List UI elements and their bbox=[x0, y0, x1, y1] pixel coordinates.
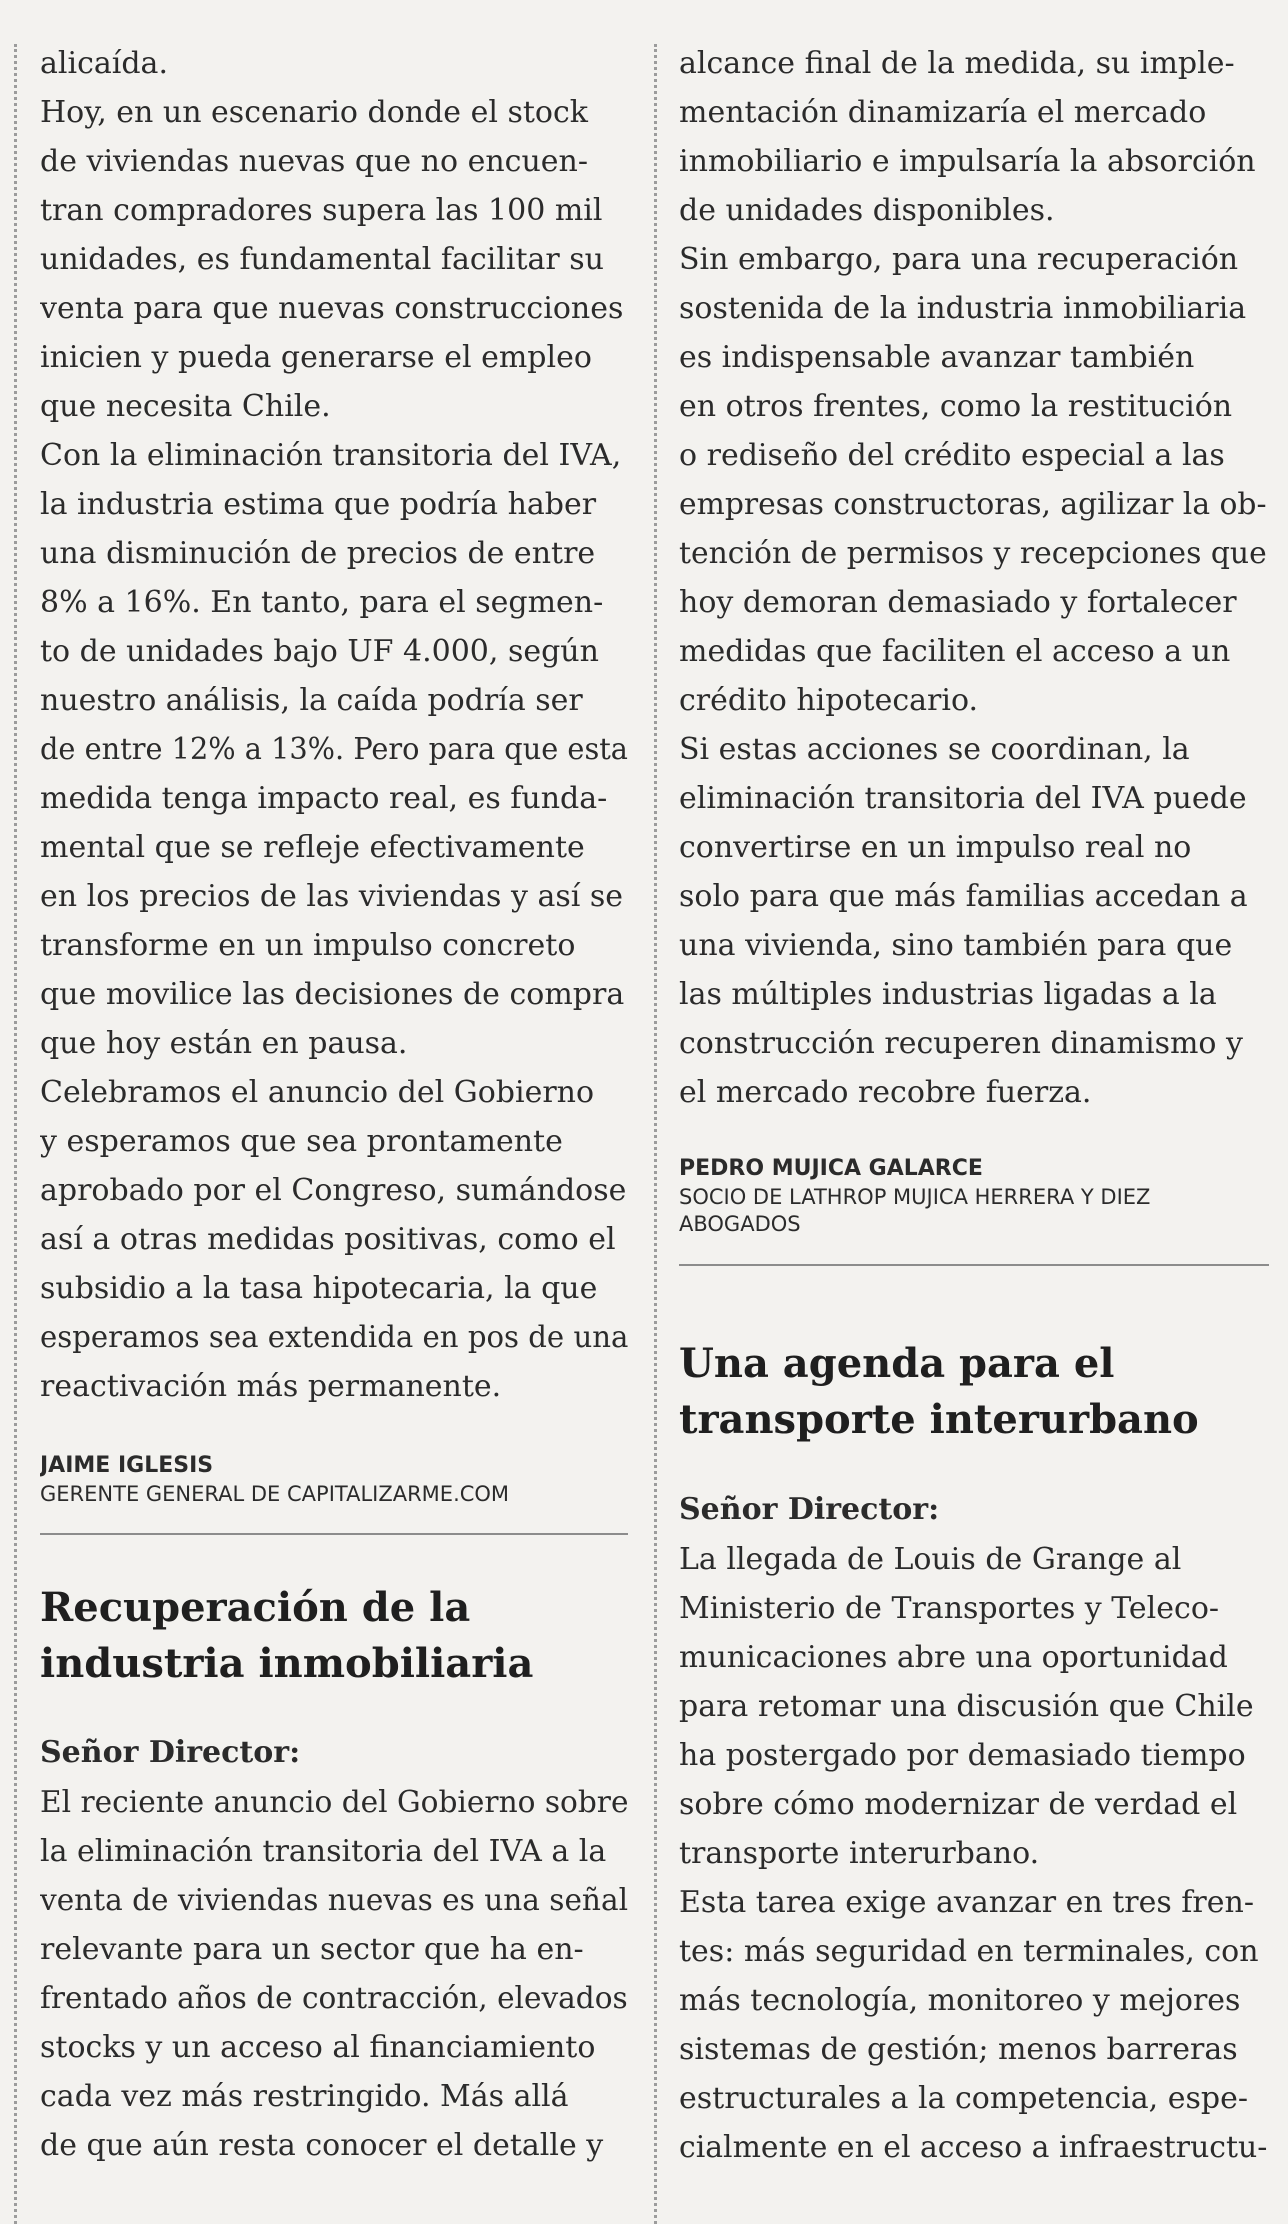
text-line: tención de permisos y recepciones que bbox=[679, 536, 1267, 571]
article-headline: transporte interurbano bbox=[679, 1396, 1199, 1443]
column-divider-left bbox=[14, 44, 17, 2224]
text-line: Con la eliminación transitoria del IVA, bbox=[40, 438, 622, 473]
text-line: la eliminación transitoria del IVA a la bbox=[40, 1834, 607, 1869]
text-line: o rediseño del crédito especial a las bbox=[679, 438, 1225, 473]
text-line: tran compradores supera las 100 mil bbox=[40, 193, 603, 228]
text-line: y esperamos que sea prontamente bbox=[40, 1124, 563, 1159]
signature-name: JAIME IGLESIS bbox=[40, 1453, 214, 1478]
text-line: una vivienda, sino también para que bbox=[679, 928, 1233, 963]
text-line: más tecnología, monitoreo y mejores bbox=[679, 1983, 1241, 2018]
text-line: es indispensable avanzar también bbox=[679, 340, 1195, 375]
text-line: venta para que nuevas construcciones bbox=[40, 291, 624, 326]
text-line: municaciones abre una oportunidad bbox=[679, 1640, 1228, 1675]
text-line: relevante para un sector que ha en- bbox=[40, 1932, 584, 1967]
text-line: sostenida de la industria inmobiliaria bbox=[679, 291, 1247, 326]
text-line: El reciente anuncio del Gobierno sobre bbox=[40, 1785, 629, 1820]
text-line: inmobiliario e impulsaría la absorción bbox=[679, 144, 1256, 179]
section-divider bbox=[679, 1264, 1269, 1266]
text-line: de entre 12% a 13%. Pero para que esta bbox=[40, 732, 628, 767]
text-line: construcción recuperen dinamismo y bbox=[679, 1026, 1243, 1061]
signature-role: SOCIO DE LATHROP MUJICA HERRERA Y DIEZ bbox=[679, 1185, 1151, 1209]
text-line: ha postergado por demasiado tiempo bbox=[679, 1738, 1246, 1773]
text-line: tes: más seguridad en terminales, con bbox=[679, 1934, 1259, 1969]
text-line: una disminución de precios de entre bbox=[40, 536, 596, 571]
text-line: Esta tarea exige avanzar en tres fren- bbox=[679, 1885, 1254, 1920]
letter-salutation: Señor Director: bbox=[40, 1735, 301, 1770]
text-line: que movilice las decisiones de compra bbox=[40, 977, 625, 1012]
text-line: las múltiples industrias ligadas a la bbox=[679, 977, 1217, 1012]
signature-role: ABOGADOS bbox=[679, 1212, 801, 1236]
text-line: en los precios de las viviendas y así se bbox=[40, 879, 624, 914]
article-headline: Recuperación de la bbox=[40, 1584, 471, 1631]
text-line: eliminación transitoria del IVA puede bbox=[679, 781, 1247, 816]
text-line: que hoy están en pausa. bbox=[40, 1026, 408, 1061]
text-line: subsidio a la tasa hipotecaria, la que bbox=[40, 1271, 598, 1306]
text-line: unidades, es fundamental facilitar su bbox=[40, 242, 604, 277]
text-line: para retomar una discusión que Chile bbox=[679, 1689, 1254, 1724]
text-line: venta de viviendas nuevas es una señal bbox=[40, 1883, 629, 1918]
text-line: nuestro análisis, la caída podría ser bbox=[40, 683, 583, 718]
text-line: alcance final de la medida, su imple- bbox=[679, 46, 1235, 81]
text-line: cialmente en el acceso a infraestructu- bbox=[679, 2130, 1268, 2165]
text-line: transporte interurbano. bbox=[679, 1836, 1040, 1871]
text-line: stocks y un acceso al financiamiento bbox=[40, 2030, 596, 2065]
text-line: Celebramos el anuncio del Gobierno bbox=[40, 1075, 595, 1110]
text-line: estructurales a la competencia, espe- bbox=[679, 2081, 1248, 2116]
text-line: aprobado por el Congreso, sumándose bbox=[40, 1173, 627, 1208]
text-line: alicaída. bbox=[40, 46, 168, 81]
text-line: 8% a 16%. En tanto, para el segmen- bbox=[40, 585, 604, 620]
text-line: solo para que más familias accedan a bbox=[679, 879, 1248, 914]
text-line: mentación dinamizaría el mercado bbox=[679, 95, 1207, 130]
signature-role: GERENTE GENERAL DE CAPITALIZARME.COM bbox=[40, 1482, 510, 1506]
text-line: to de unidades bajo UF 4.000, según bbox=[40, 634, 599, 669]
text-line: que necesita Chile. bbox=[40, 389, 331, 424]
text-line: sobre cómo modernizar de verdad el bbox=[679, 1787, 1238, 1822]
text-line: transforme en un impulso concreto bbox=[40, 928, 576, 963]
text-line: en otros frentes, como la restitución bbox=[679, 389, 1233, 424]
section-divider bbox=[40, 1533, 628, 1535]
text-line: frentado años de contracción, elevados bbox=[40, 1981, 628, 2016]
text-line: así a otras medidas positivas, como el bbox=[40, 1222, 616, 1257]
text-line: esperamos sea extendida en pos de una bbox=[40, 1320, 629, 1355]
text-line: reactivación más permanente. bbox=[40, 1369, 502, 1404]
text-line: Hoy, en un escenario donde el stock bbox=[40, 95, 588, 130]
column-divider-right bbox=[654, 44, 657, 2224]
text-line: crédito hipotecario. bbox=[679, 683, 979, 718]
signature-name: PEDRO MUJICA GALARCE bbox=[679, 1156, 983, 1181]
text-line: convertirse en un impulso real no bbox=[679, 830, 1192, 865]
text-line: sistemas de gestión; menos barreras bbox=[679, 2032, 1238, 2067]
text-line: mental que se refleje efectivamente bbox=[40, 830, 585, 865]
text-line: medida tenga impacto real, es funda- bbox=[40, 781, 608, 816]
text-line: el mercado recobre fuerza. bbox=[679, 1075, 1092, 1110]
text-line: empresas constructoras, agilizar la ob- bbox=[679, 487, 1267, 522]
text-line: medidas que faciliten el acceso a un bbox=[679, 634, 1231, 669]
article-headline: industria inmobiliaria bbox=[40, 1640, 534, 1687]
text-line: inicien y pueda generarse el empleo bbox=[40, 340, 592, 375]
text-line: Si estas acciones se coordinan, la bbox=[679, 732, 1190, 767]
text-line: Sin embargo, para una recuperación bbox=[679, 242, 1239, 277]
left-column bbox=[40, 0, 630, 2224]
text-line: de unidades disponibles. bbox=[679, 193, 1055, 228]
text-line: La llegada de Louis de Grange al bbox=[679, 1542, 1182, 1577]
text-line: la industria estima que podría haber bbox=[40, 487, 597, 522]
text-line: cada vez más restringido. Más allá bbox=[40, 2079, 569, 2114]
text-line: de viviendas nuevas que no encuen- bbox=[40, 144, 588, 179]
text-line: Ministerio de Transportes y Teleco- bbox=[679, 1591, 1220, 1626]
right-column bbox=[679, 0, 1269, 2224]
letter-salutation: Señor Director: bbox=[679, 1492, 940, 1527]
text-line: hoy demoran demasiado y fortalecer bbox=[679, 585, 1237, 620]
article-headline: Una agenda para el bbox=[679, 1340, 1115, 1387]
text-line: de que aún resta conocer el detalle y bbox=[40, 2128, 604, 2163]
